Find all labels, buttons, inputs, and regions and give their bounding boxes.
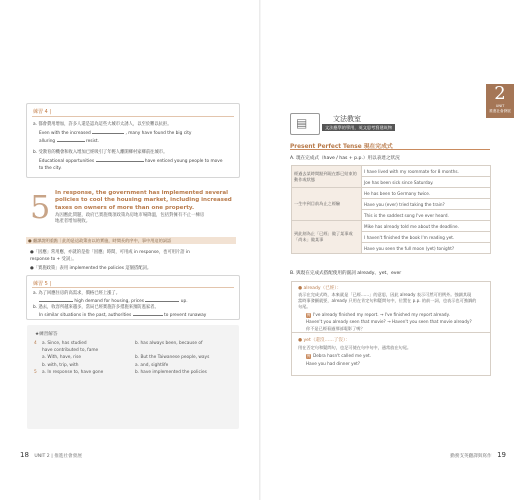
usage-example: Have you seen the full moon (yet) tonight? (362, 243, 491, 254)
answer-item: a. Since, has studied (42, 341, 87, 346)
answer-blank[interactable] (133, 312, 163, 316)
text: Educational opportunities (39, 159, 95, 164)
grammar-room-subtitle: 文法應學的學用，英文思考寫建筑物 (322, 124, 395, 131)
usage-example: I haven't finished the book I'm reading yet. (362, 232, 491, 243)
example-badge: 例 (306, 312, 311, 317)
text: Even with the increased (39, 131, 91, 136)
text: to prevent runaway (164, 313, 207, 318)
already-example (306, 312, 450, 318)
text: In similar situations in the past, authorities (39, 313, 132, 318)
answer-key-title: ★練習解答 (35, 332, 58, 337)
usage-example: I have lived with my roommate for 8 months. (362, 166, 491, 177)
text: have enticed young people to move (144, 159, 223, 164)
text: resist. (85, 139, 99, 144)
example-badge: 例 (306, 353, 311, 358)
usage-row (292, 221, 491, 232)
practice-4a-line3 (39, 138, 99, 145)
page-number: 18 (20, 451, 29, 459)
text: alluring (39, 139, 56, 144)
answer-number: 4 (34, 341, 37, 346)
yet-box (291, 332, 491, 376)
yet-heading: ● yet（還沒……了沒）： (298, 338, 350, 343)
right-footer (450, 451, 506, 459)
usage-table (291, 165, 491, 254)
practice-4b-line2 (39, 158, 222, 165)
left-footer (20, 451, 82, 459)
yet-example: Have you had dinner yet? (306, 361, 361, 366)
text: Debra hasn't called me yet. (313, 353, 372, 358)
already-desc: 表示在完成式時，本來就是「已經……」的意思，因此 already 表示可然可用例外。強調其現 (298, 292, 472, 297)
section-chinese-translation (55, 213, 245, 226)
unit-subtitle: 推進社會發展 (489, 109, 511, 113)
practice-box-4-title: 練習 4 | (33, 109, 52, 115)
section-english-sentence: In response, the government has implemented several policies to cool the housing market, including increased taxes on owners of more than one property. (55, 190, 232, 211)
unit-title: 推進社會發展 (54, 454, 82, 459)
usage-row (292, 166, 491, 177)
text: , many have found the big city (125, 131, 192, 136)
answer-number: 5 (34, 369, 37, 375)
already-desc: 句尾。 (298, 304, 311, 309)
usage-example: Mike has already told me about the deadline. (362, 221, 491, 232)
book-icon: ▤ (296, 116, 308, 130)
book-title: 勤務支英翻譯與寫作 (450, 454, 492, 459)
practice-4b-prompt: b. 受教育的機會和收入增加已經吸引了年輕人離開鄉村家鄉前往城市。 (33, 150, 168, 155)
practice-4a-prompt: a. 都會費用增加，許多人還是認為這些大城市太誘人，以至於難以抗拒。 (33, 122, 172, 127)
yet-example (306, 353, 371, 359)
tense-title: Present Perfect Tense 現在完成式 (290, 144, 393, 150)
zh-line: 地產者增加稅收。 (55, 219, 91, 225)
tense-title-underline (290, 149, 490, 150)
practice-5b-line2 (39, 312, 206, 319)
answer-item: b. with, trip, with (42, 362, 79, 368)
usage-example: Have you (ever) tried taking the train? (362, 199, 491, 210)
text: I've already finished my report. → I've finished my report already. (313, 312, 450, 317)
answer-blank[interactable] (96, 158, 144, 162)
usage-row (292, 188, 491, 199)
practice-4b-line3: to the city. (39, 166, 62, 171)
yet-desc: 用在否定句和疑問句，也足可使在句中句中，通常放在句尾。 (298, 345, 412, 350)
answer-blank[interactable] (39, 298, 73, 302)
tip-text: ● 翻譯說明重點｜此的是這政策由以的實施，時間長的序中，事中用這的詞語 (28, 238, 172, 243)
page-number: 19 (497, 451, 506, 459)
text: up. (180, 299, 188, 304)
usage-description: 一生中到目前為止之經驗 (292, 188, 362, 221)
already-desc: 當時事發顯就要，already 只用在肯定句和疑問句中，位置在 p.p. 的前一詞，也表示也可強調的 (298, 298, 477, 303)
answer-item: b. have implemented the policies (135, 369, 207, 375)
usage-example: He has been to Germany twice. (362, 188, 491, 199)
already-example: Haven't you already seen that movie? → Haven't you seen that movie already? (306, 319, 472, 324)
usage-example: Joe has been sick since Saturday. (362, 177, 491, 188)
divider: | (51, 454, 55, 459)
unit-label: UNIT (495, 104, 505, 108)
usage-description: 到此刻為止「已經」做了某事或「尚未」做某事 (292, 221, 362, 254)
answer-item: a. With, have, rise (42, 355, 81, 361)
text: high demand for housing, prices (74, 299, 145, 304)
answer-blank[interactable] (57, 138, 85, 142)
answer-item: a. In response to, have gone (42, 369, 104, 375)
answer-item: b. has always been, because of (135, 341, 203, 346)
already-heading: ● already（已經）： (298, 286, 342, 291)
practice-box-5-title: 練習 5 | (33, 281, 52, 287)
note-line: response to + 受詞」。 (30, 257, 77, 262)
section-b-heading: B. 與現在完成式搭配使用的副詞 already、yet、ever (290, 271, 402, 276)
grammar-room-title: 文法教室 (333, 115, 361, 123)
section-number: 5 (30, 188, 51, 226)
practice-5a-prompt: a. 為了回應住房的高需求，價格已經上漲了。 (33, 291, 121, 296)
unit-label: UNIT 2 (34, 454, 50, 459)
practice-5a-line2 (39, 298, 188, 305)
practice-5b-prompt: b. 過去，收容所越來越多，當局已經實施許多措施來預防逃家者。 (33, 305, 159, 310)
unit-number: 2 (494, 83, 506, 104)
practice-4a-line2 (39, 130, 191, 137)
answer-item: b. But the Taiwanese people, ways (135, 355, 210, 361)
note-line: ●「因應」常用應，亦就的是指「因應」時間，可用成 in response，也可用片語 in (30, 250, 190, 255)
answer-blank[interactable] (92, 130, 124, 134)
unit-tab (486, 84, 514, 118)
answer-item: a. and, sightlife (135, 362, 169, 368)
note-line: ●「實施政策」表用 implemented the policies 這個搭配詞。 (30, 266, 152, 271)
usage-example: This is the saddest song I've ever heard. (362, 210, 491, 221)
answer-blank[interactable] (145, 298, 179, 302)
section-a-heading: A. 現在完成式（have / has + p.p.）用以表達之狀況 (290, 156, 400, 161)
usage-description: 經過去某時間點到現在都已結束的動作或狀態 (292, 166, 362, 188)
already-example-zh: 你不是已經看過那部電影了嗎？ (306, 326, 365, 331)
zh-line: 為因應此問題，政府已實施幾項政策為房地市場降溫，包括對擁有不止一棟房 (55, 213, 205, 218)
answer-item: have contributed to, fame (42, 348, 99, 354)
